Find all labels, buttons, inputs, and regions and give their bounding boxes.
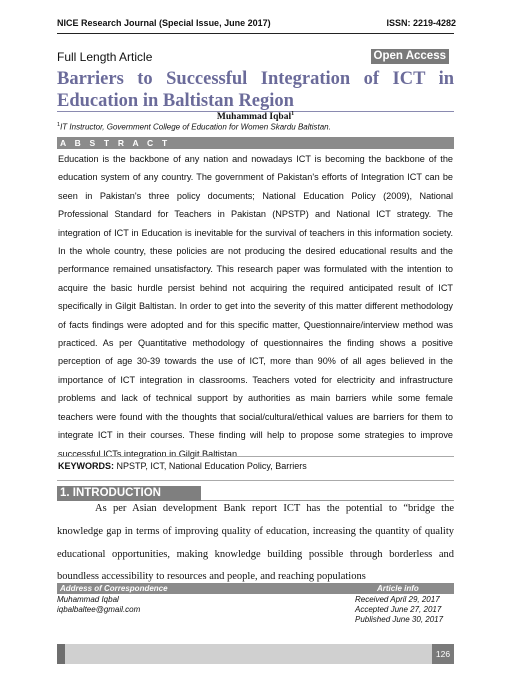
author-name: Muhammad Iqbal [216, 112, 292, 123]
received-date: Received April 29, 2017 [355, 595, 440, 604]
keywords-list: NPSTP, ICT, National Education Policy, Barriers [116, 461, 307, 471]
affiliation-sup: 1 [57, 122, 61, 128]
accepted-date: Accepted June 27, 2017 [355, 605, 442, 614]
abstract-heading: A B S T R A C T [57, 137, 454, 149]
author [57, 111, 454, 122]
introduction-heading: 1. INTRODUCTION [57, 486, 201, 501]
introduction-text: As per Asian development Bank report ICT has the potential to “bridge the knowledge gap in terms of improving quality of education, increasing the quantity of quality educational opportunities, making knowledge building possible through borderless and boundless accessibility to resources and people, and reaching populations [57, 503, 454, 583]
keywords [58, 461, 307, 471]
correspondence-email: iqbalbaltee@gmail.com [57, 605, 141, 614]
page-footer-bar [57, 644, 454, 664]
correspondence-name: Muhammad Iqbal [57, 595, 119, 604]
abstract-text: Education is the backbone of any nation and nowadays ICT is becoming the backbone of the education system of any country. The government of Pakistan's efforts of Integration ICT can be seen in Pakistan's three policy documents; National Education Policy (2009), National Professional Standard for Teachers in Pakistan (NPSTP) and National ICT strategy. The integration of ICT in Education is inevitable for the survival of teachers in this information society. In the whole country, these policies are not producing the desired educational results and the performance remained unsatisfactory. This research paper was formulated with the intention to acquire the basic hurdle persist behind not acquiring the required anticipated result of ICT specifically in Gilgit Baltistan. In order to get into the severity of this matter different methodology of facts findings were adopted and for this specific matter, Questionnaire/interview method was practiced. As per Quantitative methodology of questionnaires the finding shows a positive perception of age 30-39 towards the use of ICT, more than 90% of all ages believed in the importance of ICT integration in classrooms. Teachers voted for electricity and infrastructure problems and lack of technical support by authorities as main barriers while some female teachers were found with the thoughts that social/cultural/ethical values are barriers for them to integrate ICT in their courses. These finding will help to propose some strategies to improve successful ICTs integration in Gilgit Baltistan [58, 154, 453, 459]
correspondence-label: Address of Correspondence [60, 584, 168, 593]
published-date: Published June 30, 2017 [355, 615, 444, 624]
paper-title: Barriers to Successful Integration of ICT in Education in Baltistan Region [57, 69, 454, 111]
journal-name: NICE Research Journal (Special Issue, June 2017) [57, 18, 271, 28]
author-sup: 1 [291, 111, 295, 117]
page-number: 126 [432, 644, 454, 664]
keywords-divider-bottom [57, 480, 454, 481]
open-access-badge: Open Access [371, 49, 449, 64]
keywords-label: KEYWORDS: [58, 461, 114, 471]
page-footer-block [57, 644, 65, 664]
article-type: Full Length Article [57, 50, 153, 64]
article-info-label: Article info [377, 584, 419, 593]
footer-bar [57, 583, 454, 594]
keywords-divider-top [57, 456, 454, 457]
header-divider [57, 33, 454, 34]
affiliation [57, 122, 331, 132]
affiliation-text: IT Instructor, Government College of Education for Women Skardu Baltistan. [60, 122, 331, 132]
issn: ISSN: 2219-4282 [386, 18, 456, 28]
